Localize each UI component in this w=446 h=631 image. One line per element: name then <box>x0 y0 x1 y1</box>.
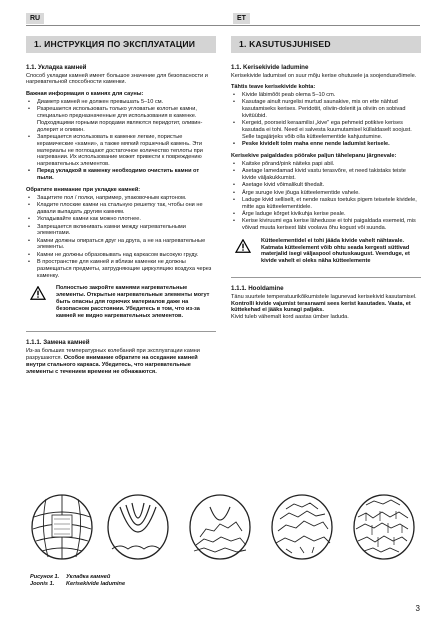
et-warning-text: Kütteelementidel ei tohi jääda kivide vahelt nähtavale. Katmata kütteelement võib ohtu seada kergesti süttivad materjalid isegi väljaspool ohutuskaugust. Veenduge, et kivide vahelt ei oleks näha kütteelemente <box>261 237 410 265</box>
language-tag-ru: RU <box>26 13 44 24</box>
et-column <box>231 36 421 326</box>
et-attention-list <box>231 161 421 232</box>
et-maintenance-paragraph <box>231 294 421 321</box>
et-maintenance-text: Tänu suurtele temperatuurikõikumistele lagunevad kerisekivid kasutamisel. <box>231 293 417 300</box>
list-item: • Кладите плоские камни на стальную решетку так, чтобы они не давали выпадать другим камням. <box>26 202 216 216</box>
list-item: • Защитите пол / полки, например, упаковочным картоном. <box>26 195 216 202</box>
list-item: • Asetage lamedamad kivid vastu terasvõre, et need takistaks teiste kivide väljakukkumist. <box>231 168 421 182</box>
list-item: • Диаметр камней не должен превышать 5–10 см. <box>26 99 216 106</box>
heater-grid-illustration <box>30 487 94 561</box>
figure-caption <box>30 574 125 588</box>
ru-maintenance-text: Из-за больших температурных колебаний при эксплуатации камни разрушаются. <box>26 348 200 361</box>
et-attention-heading: Kerisekive paigaldades pöörake paljun tähelepanu järgnevale: <box>231 153 397 160</box>
warning-icon <box>30 286 46 300</box>
list-item: • Peske kividelt tolm maha enne nende ladumist kerisele. <box>231 141 421 148</box>
et-important-heading: Tähtis teave kerisekivide kohta: <box>231 84 316 91</box>
ru-important-list <box>26 99 216 182</box>
list-item: • Ärge suruge kive jõuga kütteelementide vahele. <box>231 190 421 197</box>
caption-number-et: Joonis 1. <box>30 581 55 587</box>
et-important-list <box>231 92 421 148</box>
ru-title: 1. ИНСТРУКЦИЯ ПО ЭКСПЛУАТАЦИИ <box>26 36 216 53</box>
et-title: 1. KASUTUSJUHISED <box>231 36 421 53</box>
et-maintenance-text-2: Kivid tuleb vähemalt kord aastas ümber laduda. <box>231 314 349 321</box>
list-item: • Laduge kivid selliselt, et nende raskus toetuks pigem teisetele kividele, mitte aga kütteelementidele. <box>231 197 421 211</box>
et-maintenance-bold: Kontrolli kivide vajumist terasraami sees kerist kasutades. Vaata, et küttekehad ei jääks kunagi paljaks. <box>231 300 411 314</box>
caption-text-et: Kerisekivide ladumine <box>66 581 126 587</box>
list-item: • Запрещается вклинивать камни между нагревательными элементами. <box>26 224 216 238</box>
divider <box>231 277 421 278</box>
header-rule <box>26 25 420 26</box>
ru-section-heading: 1.1. Укладка камней <box>26 63 87 71</box>
stones-full-illustration <box>352 487 416 561</box>
page-number: 3 <box>415 604 420 613</box>
list-item: • В пространстве для камней и вблизи каменки не должны размещаться предметы, затрудняющие циркуляцию воздуха через каменку. <box>26 259 216 279</box>
list-item: • Asetage kivid võimalikult tihedalt. <box>231 182 421 189</box>
et-subsection-heading: 1.1.1. Hooldamine <box>231 285 284 293</box>
list-item: • Перед укладкой в каменку необходимо очистить камни от пыли. <box>26 168 216 182</box>
ru-column <box>26 36 216 380</box>
warning-icon <box>235 239 251 253</box>
ru-maintenance-paragraph <box>26 348 216 375</box>
ru-maintenance-bold: Особое внимание обратите на оседание камней внутри стального каркаса. Убедитесь, что нагревательные элементы с течением времени не обнажаются. <box>26 354 198 375</box>
et-warning <box>231 238 421 265</box>
list-item: • Kaitske põrand/pink näiteks papi abil. <box>231 161 421 168</box>
ru-attention-list <box>26 195 216 280</box>
list-item: • Камни должны опираться друг на друга, а не на нагревательные элементы. <box>26 238 216 252</box>
list-item: • Запрещается использовать в каменке легкие, пористые керамические «камни», а также мягкий горшечный камень. Эти материалы не поглощают достаточное количество теплоты при нагревании. Их использование может привести к повреждению нагревательных элементов. <box>26 134 216 168</box>
list-item: • Камни не должны образовывать над каркасом высокую груду. <box>26 252 216 259</box>
stones-partially-stacked-illustration <box>188 487 252 561</box>
et-section-heading: 1.1. Kerisekivide ladumine <box>231 63 309 71</box>
list-item: • Kerise kiviruumi ega kerise lähedusse ei tohi paigaldada esemeid, mis võivad muuta kerisest läbi voolava õhu kogust või suunda. <box>231 218 421 232</box>
list-item: • Ärge laduge kõrget kivikuhja kerise peale. <box>231 211 421 218</box>
stone-stacking-figure <box>30 487 418 563</box>
ru-important-heading: Важная информация о камнях для сауны: <box>26 91 144 98</box>
heater-elements-illustration <box>106 487 170 561</box>
list-item: • Укладывайте камни как можно плотнее. <box>26 216 216 223</box>
ru-warning <box>26 285 216 319</box>
divider <box>26 331 216 332</box>
stones-stacked-illustration <box>270 487 334 561</box>
ru-intro-paragraph: Способ укладки камней имеет большое значение для безопасности и нагревательной способности каменки. <box>26 72 208 86</box>
list-item: • Kasutage ainult nurgelisi murtud saunakive, mis on ette nähtud kasutamiseks kerises. Peridotiit, oliviin-doleriit ja oliviin on sobivad kivitüübid. <box>231 99 421 119</box>
ru-warning-text: Полностью закройте камнями нагревательные элементы. Открытые нагревательные элементы могут быть опасны для горючих материалов даже на безопасном расстоянии. Убедитесь в том, что из-за камней не видно нагревательных элементов. <box>56 285 210 319</box>
ru-attention-heading: Обратите внимание при укладке камней: <box>26 187 141 194</box>
list-item: • Разрешается использовать только угловатые колотые камни, специально предназначенные для использования в каменке. Подходящими горными породами являются перидотит, оливин-долерит и оливин. <box>26 106 216 133</box>
et-intro-paragraph: Kerisekivide ladumisel on suur mõju kerise ohutusele ja soojendusvõimele. <box>231 72 417 79</box>
ru-subsection-heading: 1.1.1. Замена камней <box>26 339 90 347</box>
language-tag-et: ET <box>233 13 250 24</box>
caption-text-ru: Укладка камней <box>66 574 111 580</box>
caption-number-ru: Рисунок 1. <box>30 574 60 580</box>
list-item: • Kergeid, poorseid keraamilisi „kive" ega pehmeid potikive kerises kasutada ei tohi. Need ei salvesta kuumutamisel küllaldaselt soojust. Selle tagajärjeks võib olla kütteelementide kahjustumine. <box>231 120 421 140</box>
list-item: • Kivide läbimõõt peab olema 5–10 cm. <box>231 92 421 99</box>
